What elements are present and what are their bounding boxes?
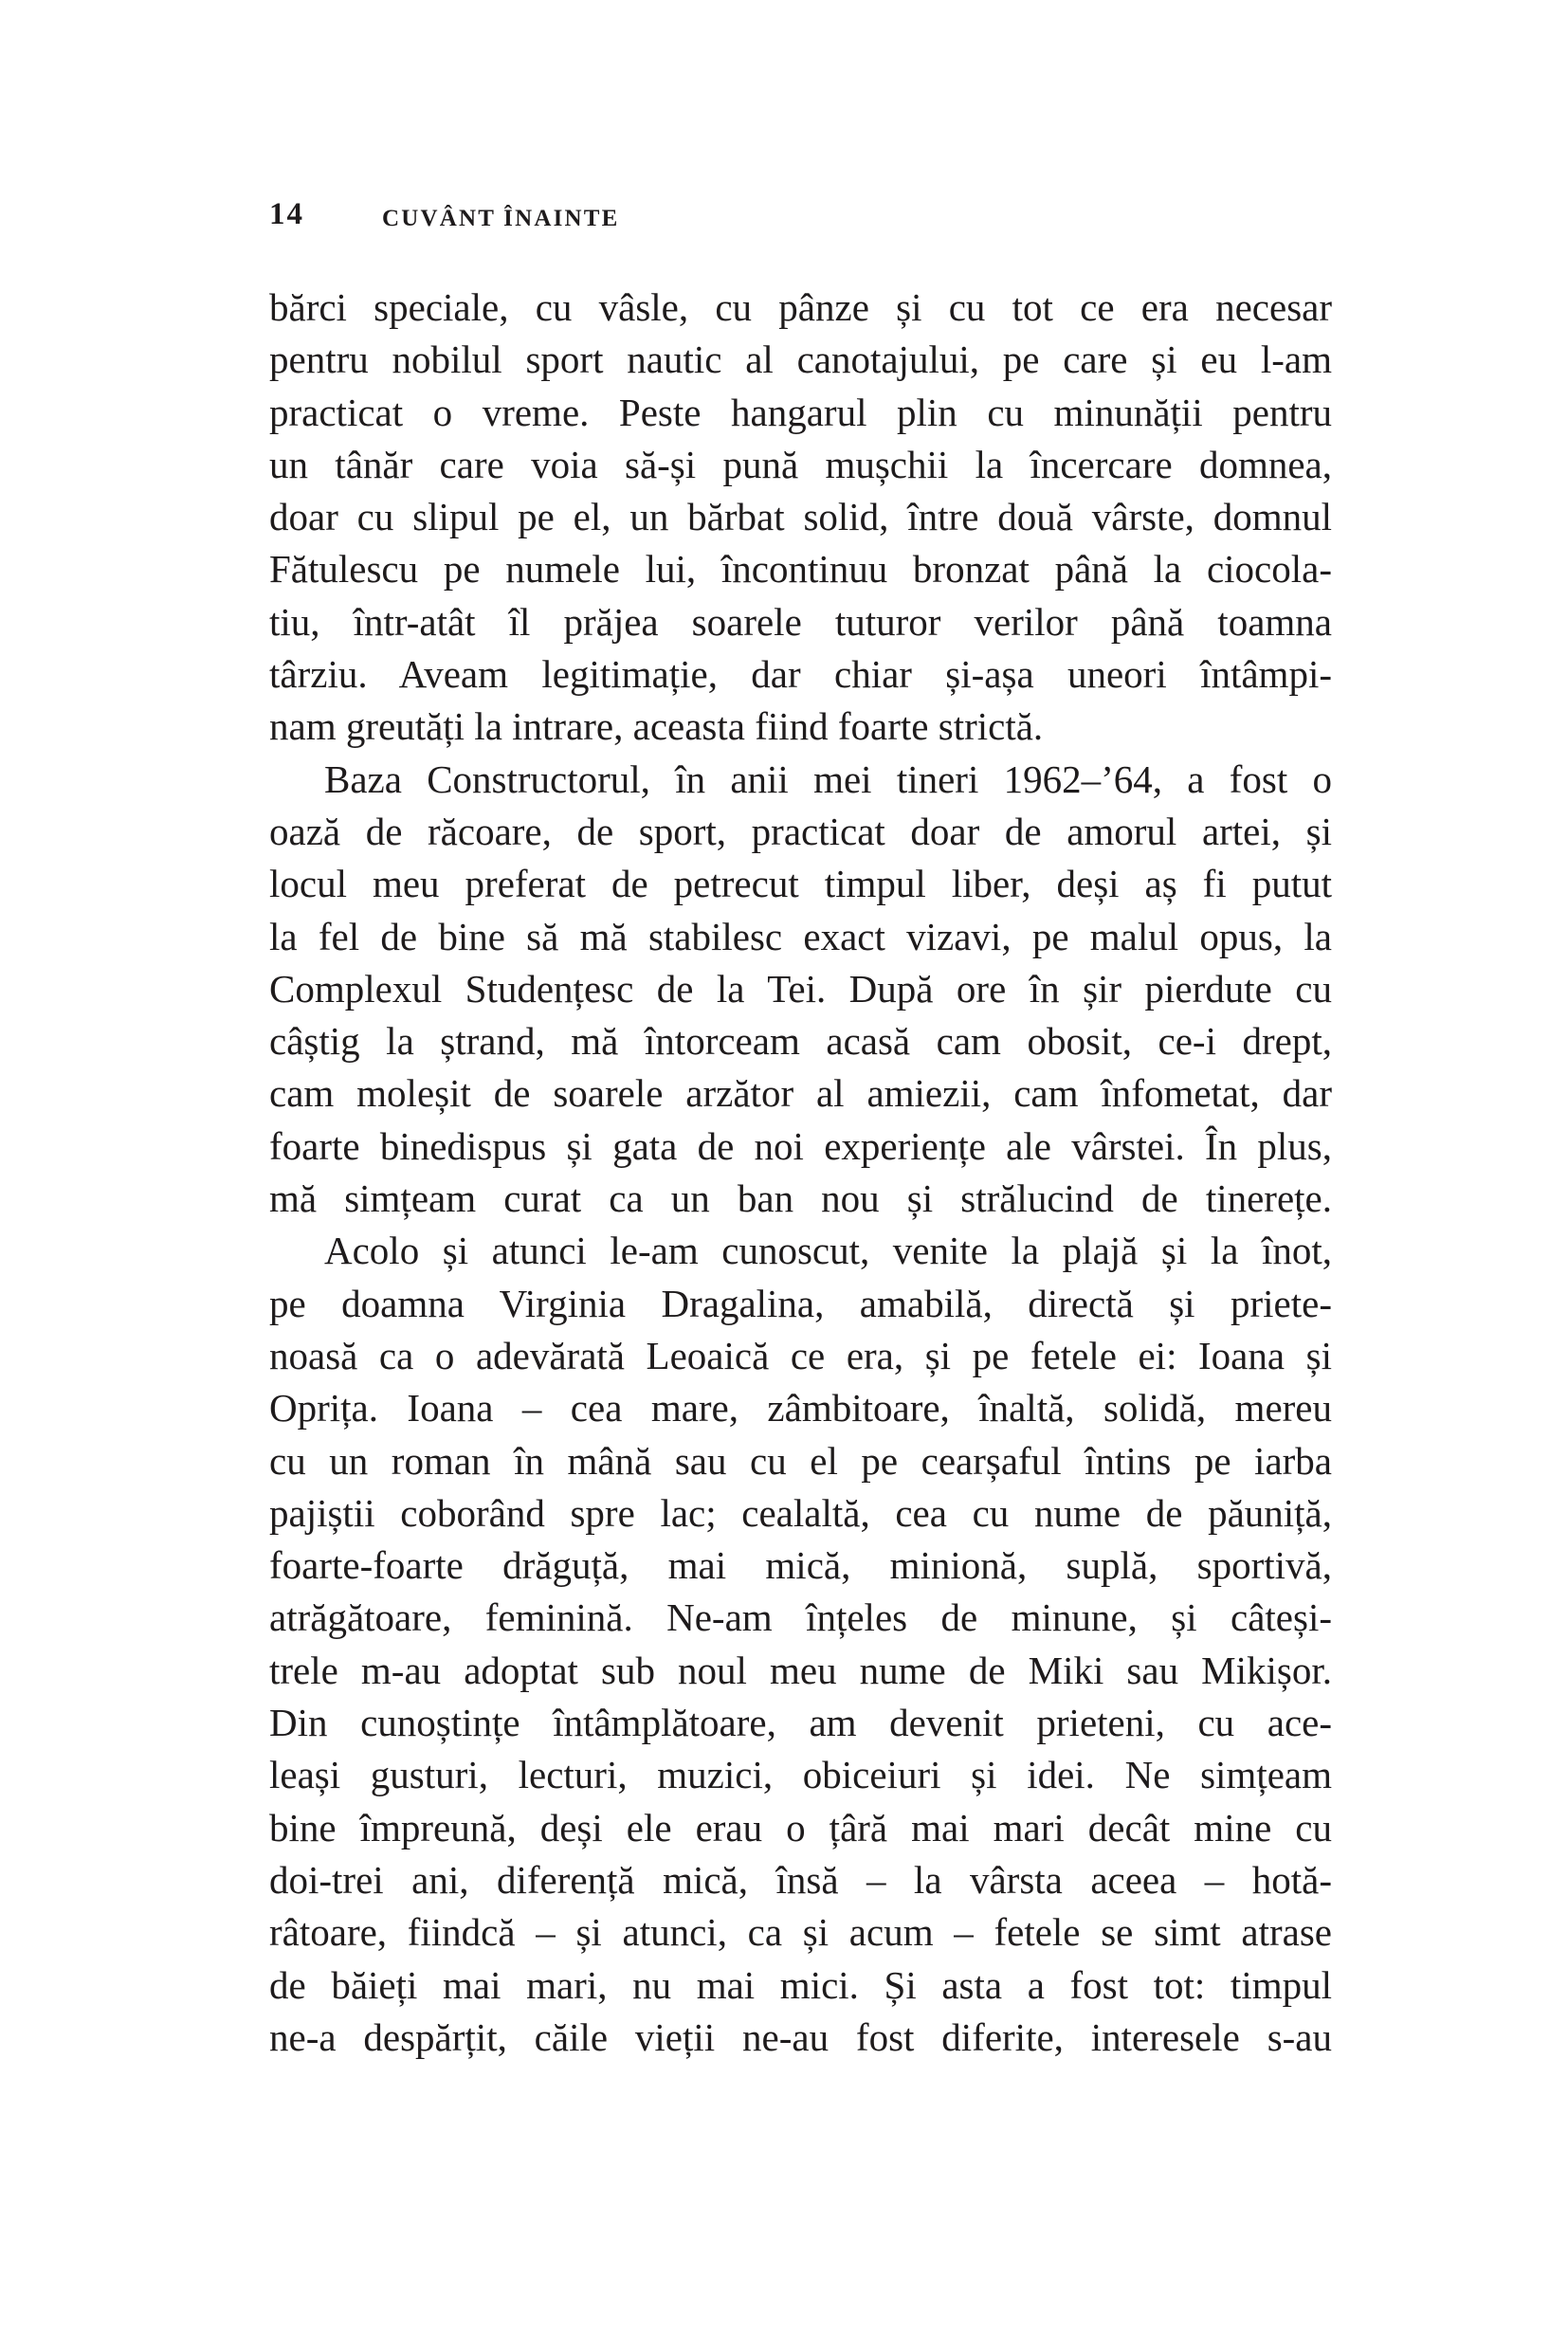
text-line: Din cunoștințe întâmplătoare, am devenit prieteni, cu ace- (269, 1701, 1332, 1745)
running-head (269, 197, 1332, 239)
text-line: oază de răcoare, de sport, practicat doar de amorul artei, și (269, 809, 1332, 853)
paragraph-first-line: Baza Constructorul, în anii mei tineri 1962–’64, a fost o (324, 756, 1332, 801)
text-line: atrăgătoare, feminină. Ne-am înțeles de minune, și câteși- (269, 1595, 1332, 1640)
text-line: la fel de bine să mă stabilesc exact vizavi, pe malul opus, la (269, 914, 1332, 958)
text-line: Fătulescu pe numele lui, încontinuu bronzat până la ciocola- (269, 547, 1332, 592)
text-line: de băieți mai mari, nu mai mici. Și asta a fost tot: timpul (269, 1962, 1332, 2007)
page-number: 14 (269, 197, 304, 231)
text-line: foarte binedispus și gata de noi experiențe ale vârstei. În plus, (269, 1123, 1332, 1168)
text-line: pe doamna Virginia Dragalina, amabilă, directă și priete- (269, 1281, 1332, 1325)
text-line: câștig la ștrand, mă întorceam acasă cam obosit, ce-i drept, (269, 1019, 1332, 1064)
text-line: râtoare, fiindcă – și atunci, ca și acum – fetele se simt atrase (269, 1910, 1332, 1955)
text-line: noasă ca o adevărată Leoaică ce era, și pe fetele ei: Ioana și (269, 1333, 1332, 1377)
text-line: pajiștii coborând spre lac; cealaltă, cea cu nume de păuniță, (269, 1490, 1332, 1535)
text-line: cam moleșit de soarele arzător al amiezii, cam înfometat, dar (269, 1071, 1332, 1116)
text-line: Oprița. Ioana – cea mare, zâmbitoare, înaltă, solidă, mereu (269, 1386, 1332, 1431)
text-line: doar cu slipul pe el, un bărbat solid, între două vârste, domnul (269, 495, 1332, 539)
text-line: un tânăr care voia să-și pună mușchii la încercare domnea, (269, 442, 1332, 486)
text-line: mă simțeam curat ca un ban nou și strălucind de tinerețe. (269, 1176, 1332, 1221)
text-line: bine împreună, deși ele erau o țâră mai mari decât mine cu (269, 1805, 1332, 1850)
text-line: ne-a despărțit, căile vieții ne-au fost diferite, interesele s-au (269, 2014, 1332, 2059)
text-line: trele m-au adoptat sub noul meu nume de Miki sau Mikișor. (269, 1648, 1332, 1692)
text-line: leași gusturi, lecturi, muzici, obiceiuri și idei. Ne simțeam (269, 1753, 1332, 1797)
paragraph-first-line: Acolo și atunci le-am cunoscut, venite la plajă și la înot, (324, 1229, 1332, 1273)
text-line: Complexul Studențesc de la Tei. După ore în șir pierdute cu (269, 966, 1332, 1011)
running-title: CUVÂNT ÎNAINTE (382, 206, 620, 231)
text-line: doi-trei ani, diferență mică, însă – la vârsta aceea – hotă- (269, 1857, 1332, 1902)
text-line: nam greutăți la intrare, aceasta fiind foarte strictă. (269, 704, 1044, 749)
text-line: bărci speciale, cu vâsle, cu pânze și cu tot ce era necesar (269, 285, 1332, 329)
text-line: tiu, într-atât îl prăjea soarele tuturor verilor până toamna (269, 599, 1332, 644)
text-line: foarte-foarte drăguță, mai mică, minionă, suplă, sportivă, (269, 1543, 1332, 1588)
text-line: cu un roman în mână sau cu el pe cearșaful întins pe iarba (269, 1438, 1332, 1483)
text-line: practicat o vreme. Peste hangarul plin cu minunății pentru (269, 390, 1332, 434)
text-line: locul meu preferat de petrecut timpul liber, deși aș fi putut (269, 862, 1332, 906)
text-line: pentru nobilul sport nautic al canotajului, pe care și eu l-am (269, 337, 1332, 382)
body-text (269, 282, 1332, 2064)
text-line: târziu. Aveam legitimație, dar chiar și-așa uneori întâmpi- (269, 652, 1332, 697)
